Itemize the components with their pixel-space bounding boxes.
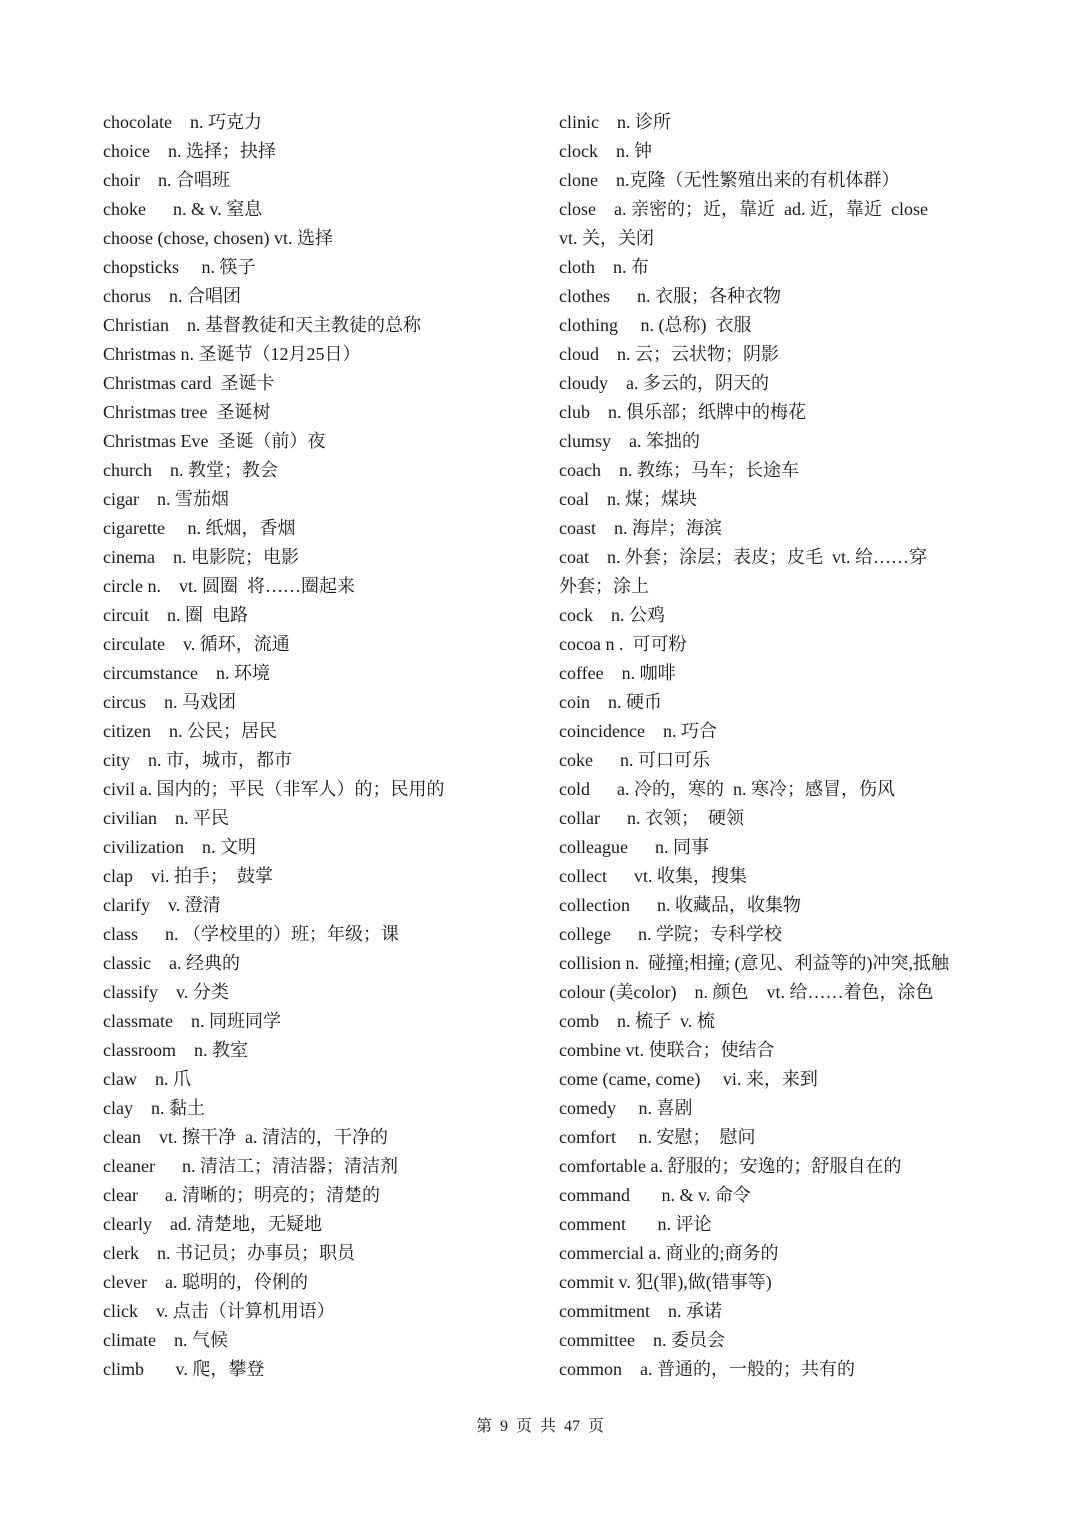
vocabulary-entry: clerk n. 书记员；办事员；职员 — [103, 1243, 355, 1263]
vocabulary-entry: collect vt. 收集，搜集 — [559, 866, 747, 886]
vocabulary-entry: clothes n. 衣服；各种衣物 — [559, 286, 781, 306]
vocabulary-entry: commitment n. 承诺 — [559, 1301, 722, 1321]
vocabulary-entry: claw n. 爪 — [103, 1069, 191, 1089]
vocabulary-entry: circulate v. 循环，流通 — [103, 634, 290, 654]
vocabulary-entry: circle n. vt. 圆圈 将……圈起来 — [103, 576, 355, 596]
vocabulary-entry: colour (美color) n. 颜色 vt. 给……着色，涂色 — [559, 982, 934, 1002]
vocabulary-entry: Christmas n. 圣诞节（12月25日） — [103, 344, 361, 364]
vocabulary-entry: cold a. 冷的，寒的 n. 寒冷；感冒，伤风 — [559, 779, 895, 799]
vocabulary-entry: coast n. 海岸；海滨 — [559, 518, 722, 538]
vocabulary-entry: chorus n. 合唱团 — [103, 286, 241, 306]
vocabulary-entry: civil a. 国内的；平民（非军人）的；民用的 — [103, 779, 445, 799]
vocabulary-entry: colleague n. 同事 — [559, 837, 709, 857]
vocabulary-entry: Christmas card 圣诞卡 — [103, 373, 275, 393]
vocabulary-entry: cinema n. 电影院；电影 — [103, 547, 299, 567]
vocabulary-entry: college n. 学院；专科学校 — [559, 924, 782, 944]
vocabulary-entry: Christmas Eve 圣诞（前）夜 — [103, 431, 326, 451]
vocabulary-entry: cigar n. 雪茄烟 — [103, 489, 229, 509]
vocabulary-entry: clap vi. 拍手； 鼓掌 — [103, 866, 273, 886]
vocabulary-entry: club n. 俱乐部；纸牌中的梅花 — [559, 402, 806, 422]
vocabulary-entry: clay n. 黏土 — [103, 1098, 205, 1118]
vocabulary-entry: circus n. 马戏团 — [103, 692, 236, 712]
vocabulary-entry: command n. & v. 命令 — [559, 1185, 751, 1205]
vocabulary-entry: common a. 普通的，一般的；共有的 — [559, 1359, 855, 1379]
vocabulary-entry: city n. 市，城市，都市 — [103, 750, 292, 770]
vocabulary-entry: choose (chose, chosen) vt. 选择 — [103, 228, 333, 248]
vocabulary-entry: choir n. 合唱班 — [103, 170, 230, 190]
vocabulary-entry: clear a. 清晰的；明亮的；清楚的 — [103, 1185, 380, 1205]
vocabulary-entry: chocolate n. 巧克力 — [103, 112, 262, 132]
vocabulary-entry: comfortable a. 舒服的；安逸的；舒服自在的 — [559, 1156, 902, 1176]
vocabulary-entry: civilization n. 文明 — [103, 837, 256, 857]
vocabulary-entry: clearly ad. 清楚地，无疑地 — [103, 1214, 322, 1234]
vocabulary-entry: collision n. 碰撞;相撞; (意见、利益等的)冲突,抵触 — [559, 953, 949, 973]
vocabulary-entry: coffee n. 咖啡 — [559, 663, 676, 683]
vocabulary-entry: choice n. 选择；抉择 — [103, 141, 276, 161]
left-vocabulary-column — [103, 108, 543, 1384]
vocabulary-entry: cock n. 公鸡 — [559, 605, 665, 625]
vocabulary-entry: cloth n. 布 — [559, 257, 649, 277]
vocabulary-entry: class n. （学校里的）班；年级；课 — [103, 924, 399, 944]
vocabulary-entry: click v. 点击（计算机用语） — [103, 1301, 335, 1321]
vocabulary-entry: commercial a. 商业的;商务的 — [559, 1243, 779, 1263]
page-number-footer: 第 9 页 共 47 页 — [475, 1418, 604, 1435]
vocabulary-entry: climate n. 气候 — [103, 1330, 228, 1350]
vocabulary-entry: chopsticks n. 筷子 — [103, 257, 256, 277]
vocabulary-entry: classmate n. 同班同学 — [103, 1011, 281, 1031]
vocabulary-entry: cloudy a. 多云的，阴天的 — [559, 373, 769, 393]
vocabulary-entry: circuit n. 圈 电路 — [103, 605, 248, 625]
vocabulary-entry: Christian n. 基督教徒和天主教徒的总称 — [103, 315, 421, 335]
vocabulary-entry: clever a. 聪明的，伶俐的 — [103, 1272, 308, 1292]
vocabulary-entry: 外套；涂上 — [559, 576, 649, 596]
vocabulary-entry: clinic n. 诊所 — [559, 112, 671, 132]
vocabulary-entry: coin n. 硬币 — [559, 692, 662, 712]
vocabulary-entry: classroom n. 教室 — [103, 1040, 248, 1060]
vocabulary-entry: circumstance n. 环境 — [103, 663, 270, 683]
vocabulary-entry: clarify v. 澄清 — [103, 895, 221, 915]
vocabulary-entry: commit v. 犯(罪),做(错事等) — [559, 1272, 772, 1292]
vocabulary-entry: citizen n. 公民；居民 — [103, 721, 277, 741]
vocabulary-entry: cleaner n. 清洁工；清洁器；清洁剂 — [103, 1156, 398, 1176]
vocabulary-entry: coach n. 教练；马车；长途车 — [559, 460, 799, 480]
vocabulary-entry: church n. 教堂；教会 — [103, 460, 278, 480]
vocabulary-entry: classic a. 经典的 — [103, 953, 240, 973]
vocabulary-entry: committee n. 委员会 — [559, 1330, 725, 1350]
vocabulary-entry: classify v. 分类 — [103, 982, 229, 1002]
vocabulary-entry: collar n. 衣领； 硬领 — [559, 808, 744, 828]
vocabulary-entry: comfort n. 安慰； 慰问 — [559, 1127, 756, 1147]
vocabulary-entry: coincidence n. 巧合 — [559, 721, 717, 741]
vocabulary-entry: close a. 亲密的；近，靠近 ad. 近，靠近 close — [559, 199, 928, 219]
vocabulary-entry: comb n. 梳子 v. 梳 — [559, 1011, 715, 1031]
vocabulary-entry: coke n. 可口可乐 — [559, 750, 710, 770]
vocabulary-entry: comment n. 评论 — [559, 1214, 712, 1234]
vocabulary-entry: cocoa n . 可可粉 — [559, 634, 687, 654]
vocabulary-entry: cigarette n. 纸烟，香烟 — [103, 518, 296, 538]
vocabulary-entry: come (came, come) vi. 来，来到 — [559, 1069, 818, 1089]
vocabulary-entry: clock n. 钟 — [559, 141, 652, 161]
vocabulary-entry: comedy n. 喜剧 — [559, 1098, 693, 1118]
vocabulary-entry: cloud n. 云；云状物；阴影 — [559, 344, 779, 364]
vocabulary-entry: vt. 关，关闭 — [559, 228, 655, 248]
right-vocabulary-column — [559, 108, 989, 1384]
vocabulary-entry: civilian n. 平民 — [103, 808, 229, 828]
vocabulary-entry: choke n. & v. 窒息 — [103, 199, 263, 219]
vocabulary-entry: clumsy a. 笨拙的 — [559, 431, 700, 451]
vocabulary-entry: coal n. 煤；煤块 — [559, 489, 697, 509]
vocabulary-entry: Christmas tree 圣诞树 — [103, 402, 271, 422]
vocabulary-entry: coat n. 外套；涂层；表皮；皮毛 vt. 给……穿 — [559, 547, 927, 567]
vocabulary-entry: combine vt. 使联合；使结合 — [559, 1040, 775, 1060]
vocabulary-entry: climb v. 爬，攀登 — [103, 1359, 265, 1379]
vocabulary-entry: clone n.克隆（无性繁殖出来的有机体群） — [559, 170, 900, 190]
vocabulary-entry: collection n. 收藏品，收集物 — [559, 895, 801, 915]
vocabulary-entry: clothing n. (总称) 衣服 — [559, 315, 752, 335]
vocabulary-entry: clean vt. 擦干净 a. 清洁的，干净的 — [103, 1127, 388, 1147]
